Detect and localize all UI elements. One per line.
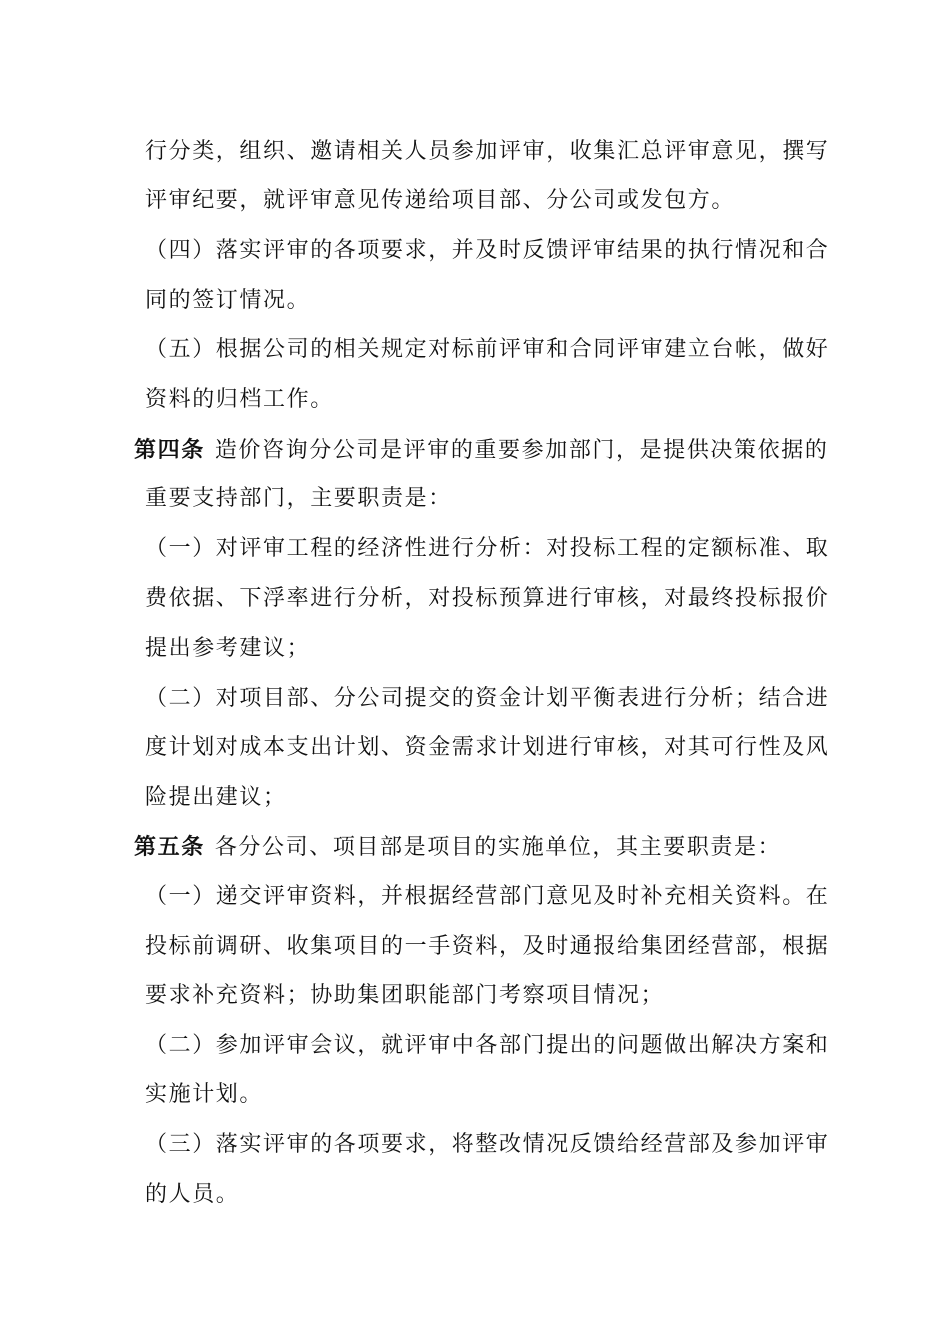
article-four-heading: 第四条 [134, 437, 205, 463]
paragraph-line: 重要支持部门，主要职责是： [145, 486, 452, 511]
paragraph-line: 行分类，组织、邀请相关人员参加评审，收集汇总评审意见，撰写 [145, 139, 830, 164]
paragraph-line: 同的签订情况。 [145, 288, 311, 313]
paragraph-line: 度计划对成本支出计划、资金需求计划进行审核，对其可行性及风 [145, 735, 830, 760]
paragraph-line: 要求补充资料；协助集团职能部门考察项目情况； [145, 983, 665, 1008]
article-five-line [134, 822, 814, 872]
paragraph-line: （一）对评审工程的经济性进行分析：对投标工程的定额标准、取 [145, 536, 830, 561]
paragraph-line: （二）对项目部、分公司提交的资金计划平衡表进行分析；结合进 [145, 686, 830, 711]
paragraph-line: 投标前调研、收集项目的一手资料，及时通报给集团经营部，根据 [145, 934, 830, 959]
paragraph-line: （五）根据公司的相关规定对标前评审和合同评审建立台帐，做好 [145, 337, 830, 362]
paragraph-line: 实施计划。 [145, 1082, 264, 1107]
article-four-line [134, 425, 829, 475]
article-five-text: 各分公司、项目部是项目的实施单位，其主要职责是： [214, 835, 782, 860]
paragraph-line: （三）落实评审的各项要求，将整改情况反馈给经营部及参加评审 [145, 1132, 830, 1157]
paragraph-line: 提出参考建议； [145, 636, 311, 661]
paragraph-line: 费依据、下浮率进行分析，对投标预算进行审核，对最终投标报价 [145, 586, 830, 611]
article-five-heading: 第五条 [134, 834, 205, 860]
paragraph-line: 评审纪要，就评审意见传递给项目部、分公司或发包方。 [145, 188, 736, 213]
paragraph-line: （四）落实评审的各项要求，并及时反馈评审结果的执行情况和合 [145, 238, 830, 263]
paragraph-line: 资料的归档工作。 [145, 387, 334, 412]
paragraph-line: （一）递交评审资料，并根据经营部门意见及时补充相关资料。在 [145, 884, 830, 909]
paragraph-line: （二）参加评审会议，就评审中各部门提出的问题做出解决方案和 [145, 1033, 830, 1058]
paragraph-line: 险提出建议； [145, 785, 287, 810]
article-four-text: 造价咨询分公司是评审的重要参加部门，是提供决策依据的 [214, 438, 829, 463]
paragraph-line: 的人员。 [145, 1182, 240, 1207]
